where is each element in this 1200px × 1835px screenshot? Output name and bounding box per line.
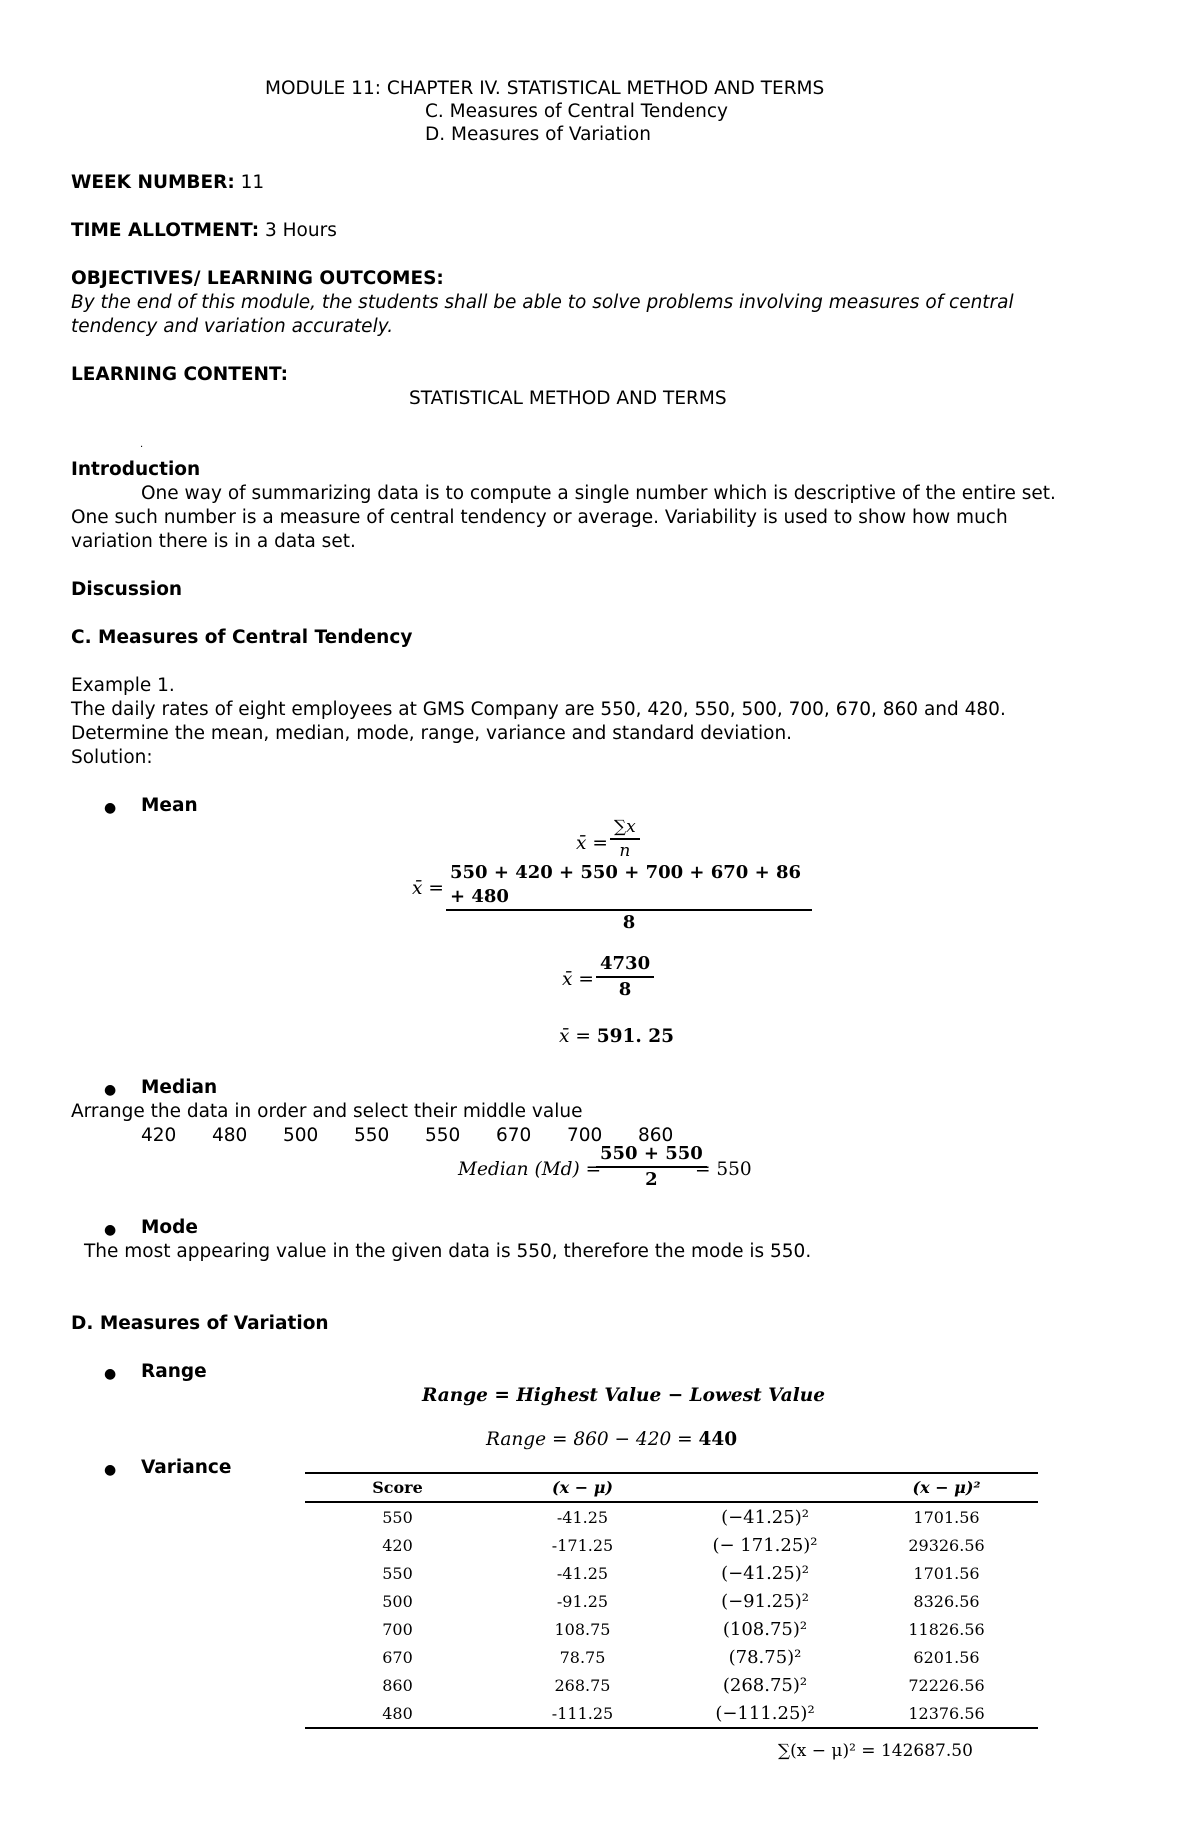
mean-sum-lhs: x̄ = — [412, 878, 444, 899]
median-numerator: 550 + 550 — [600, 1143, 703, 1164]
square-expression-cell: (−91.25)² — [721, 1590, 809, 1612]
sorted-value: 420 — [141, 1125, 177, 1146]
score-cell: 670 — [382, 1647, 413, 1667]
squared-value-cell: 1701.56 — [913, 1563, 980, 1583]
square-expression-cell: (78.75)² — [728, 1646, 802, 1668]
example-line-1: The daily rates of eight employees at GMS Company are 550, 420, 550, 500, 700, 670, 860 and 480. — [71, 699, 1006, 720]
score-cell: 860 — [382, 1675, 413, 1695]
median-formula-lhs: Median (Md) = — [458, 1159, 602, 1180]
table-row — [305, 1531, 1038, 1559]
range-calc — [486, 1428, 737, 1451]
variance-sum: ∑(x − μ)² = 142687.50 — [778, 1741, 973, 1761]
solution-label: Solution: — [71, 747, 153, 768]
squared-value-cell: 8326.56 — [913, 1591, 980, 1611]
header-blank — [675, 1473, 855, 1502]
square-expression-cell: (268.75)² — [722, 1674, 808, 1696]
mean-formula-numerator: ∑x — [614, 817, 636, 837]
score-cell: 550 — [382, 1563, 413, 1583]
variance-table — [305, 1472, 1038, 1729]
score-cell: 700 — [382, 1619, 413, 1639]
range-label: Range — [141, 1361, 207, 1382]
table-header-row — [305, 1473, 1038, 1502]
header-score: Score — [305, 1473, 490, 1502]
discussion-heading: Discussion — [71, 579, 183, 600]
module-title: MODULE 11: CHAPTER IV. STATISTICAL METHOD AND TERMS — [265, 78, 825, 99]
squared-value-cell: 11826.56 — [908, 1619, 985, 1639]
sorted-value: 700 — [567, 1125, 603, 1146]
section-d-heading: D. Measures of Variation — [71, 1313, 329, 1334]
median-result: = 550 — [695, 1159, 752, 1180]
deviation-cell: 108.75 — [554, 1619, 611, 1639]
square-expression-cell: (−41.25)² — [721, 1562, 809, 1584]
deviation-cell: -41.25 — [556, 1507, 609, 1527]
mean-total-lhs: x̄ = — [562, 969, 594, 990]
mode-text: The most appearing value in the given data is 550, therefore the mode is 550. — [84, 1241, 812, 1262]
sorted-value: 500 — [283, 1125, 319, 1146]
range-formula: Range = Highest Value − Lowest Value — [422, 1385, 825, 1406]
mean-sum-denominator: 8 — [622, 912, 636, 933]
square-expression-cell: (− 171.25)² — [712, 1534, 818, 1556]
deviation-cell: -41.25 — [556, 1563, 609, 1583]
table-row — [305, 1615, 1038, 1643]
table-row — [305, 1587, 1038, 1615]
deviation-cell: -91.25 — [556, 1591, 609, 1611]
deviation-cell: -111.25 — [490, 1699, 675, 1728]
sorted-value: 480 — [212, 1125, 248, 1146]
mode-label: Mode — [141, 1217, 198, 1238]
square-expression-cell: (108.75)² — [722, 1618, 808, 1640]
bullet-icon: ● — [104, 1366, 117, 1382]
bullet-icon: ● — [104, 1222, 117, 1238]
intro-heading: Introduction — [71, 459, 201, 480]
score-cell: 550 — [382, 1507, 413, 1527]
mean-formula-denominator: n — [619, 841, 631, 861]
deviation-cell: -171.25 — [551, 1535, 614, 1555]
squared-value-cell: 1701.56 — [913, 1507, 980, 1527]
content-title: STATISTICAL METHOD AND TERMS — [409, 388, 727, 409]
square-expression-cell: (−41.25)² — [721, 1506, 809, 1528]
table-row — [305, 1559, 1038, 1587]
subtopic-c: C. Measures of Central Tendency — [425, 101, 729, 122]
squared-value-cell: 29326.56 — [908, 1535, 985, 1555]
variance-label: Variance — [141, 1457, 232, 1478]
deviation-cell: 78.75 — [559, 1647, 606, 1667]
objectives-line-2: tendency and variation accurately. — [71, 316, 394, 337]
score-cell: 500 — [382, 1591, 413, 1611]
table-row — [305, 1502, 1038, 1531]
sorted-value: 670 — [496, 1125, 532, 1146]
subtopic-d: D. Measures of Variation — [425, 124, 651, 145]
median-fraction — [596, 1142, 707, 1192]
header-squared-deviation: (x − μ)² — [855, 1473, 1038, 1502]
score-cell: 480 — [305, 1699, 490, 1728]
squared-value-cell: 12376.56 — [855, 1699, 1038, 1728]
time-allotment — [71, 219, 337, 242]
mean-total-denominator: 8 — [618, 979, 632, 1000]
bullet-icon: ● — [104, 1462, 117, 1478]
squared-value-cell: 72226.56 — [908, 1675, 985, 1695]
mean-sum-fraction — [446, 861, 812, 935]
sorted-value: 550 — [425, 1125, 461, 1146]
objectives-line-1: By the end of this module, the students shall be able to solve problems involving measures of central — [71, 292, 1014, 313]
intro-line-2: One such number is a measure of central tendency or average. Variability is used to show how much — [71, 507, 1008, 528]
deviation-cell: 268.75 — [554, 1675, 611, 1695]
week-number — [71, 171, 264, 194]
intro-line-3: variation there is in a data set. — [71, 531, 356, 552]
sorted-value: 860 — [638, 1125, 674, 1146]
objectives-label: OBJECTIVES/ LEARNING OUTCOMES: — [71, 268, 444, 289]
bullet-icon: ● — [104, 800, 117, 816]
median-denominator: 2 — [645, 1169, 658, 1190]
example-label: Example 1. — [71, 675, 175, 696]
mean-total-numerator: 4730 — [600, 953, 651, 974]
squared-value-cell: 6201.56 — [913, 1647, 980, 1667]
range-calc-expr: Range = 860 − 420 = — [486, 1429, 699, 1450]
table-row — [305, 1643, 1038, 1671]
median-label: Median — [141, 1077, 218, 1098]
table-row — [305, 1671, 1038, 1699]
time-label: TIME ALLOTMENT: — [71, 220, 260, 241]
stray-dot: . — [140, 439, 144, 450]
week-value: 11 — [234, 172, 265, 193]
range-value: 440 — [698, 1429, 738, 1450]
mean-formula-lhs: x̄ = — [576, 833, 608, 854]
mean-result — [559, 1025, 674, 1048]
sorted-value: 550 — [354, 1125, 390, 1146]
mean-sum-numerator: 550 + 420 + 550 + 700 + 670 + 86 + 480 — [450, 862, 801, 907]
score-cell: 420 — [382, 1535, 413, 1555]
square-expression-cell: (−111.25)² — [675, 1699, 855, 1728]
median-sorted-values — [141, 1124, 673, 1147]
header-deviation: (x − μ) — [490, 1473, 675, 1502]
mean-total-fraction — [596, 952, 654, 1002]
time-value: 3 Hours — [259, 220, 337, 241]
table-row — [305, 1699, 1038, 1728]
learning-content-label: LEARNING CONTENT: — [71, 364, 288, 385]
mean-result-value: 591. 25 — [596, 1026, 674, 1047]
week-label: WEEK NUMBER: — [71, 172, 235, 193]
median-instruction: Arrange the data in order and select their middle value — [71, 1101, 583, 1122]
intro-line-1: One way of summarizing data is to compute a single number which is descriptive of the entire set. — [141, 483, 1056, 504]
bullet-icon: ● — [104, 1082, 117, 1098]
mean-formula-fraction — [610, 816, 640, 862]
mean-label: Mean — [141, 795, 198, 816]
section-c-heading: C. Measures of Central Tendency — [71, 627, 413, 648]
mean-result-lhs: x̄ = — [559, 1026, 591, 1047]
example-line-2: Determine the mean, median, mode, range, variance and standard deviation. — [71, 723, 793, 744]
